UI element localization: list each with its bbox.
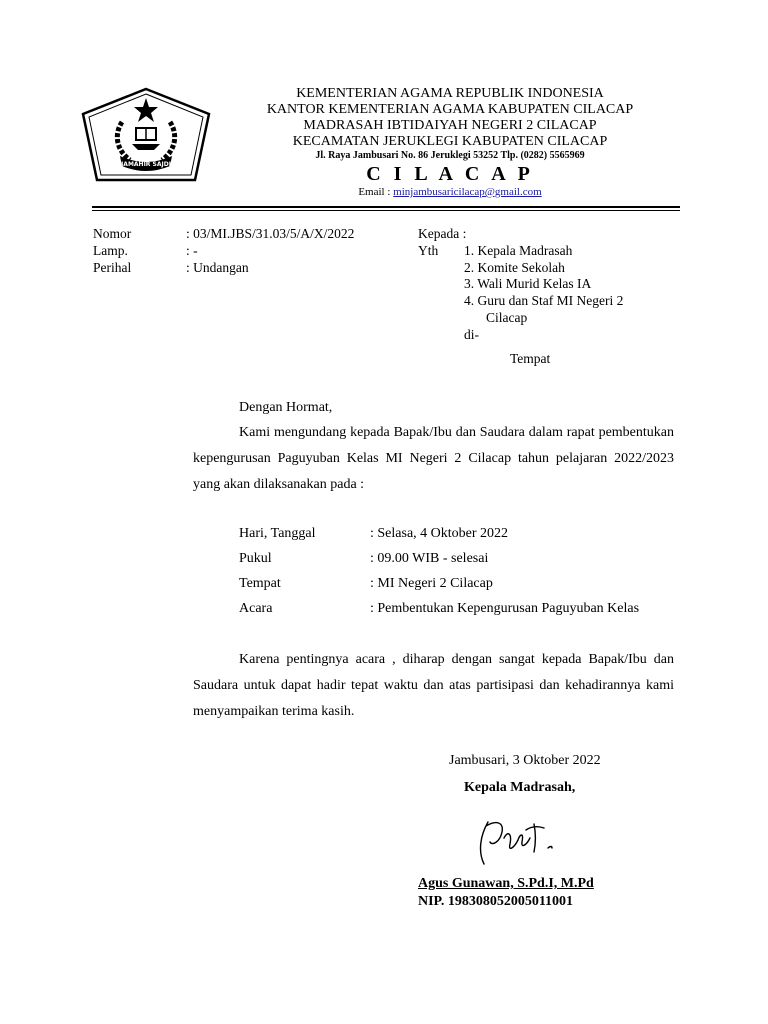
letterhead-line-3: MADRASAH IBTIDAIYAH NEGERI 2 CILACAP [303, 118, 597, 133]
detail-value-tempat: : MI Negeri 2 Cilacap [370, 576, 493, 591]
tempat-label: Tempat [510, 351, 551, 366]
ministry-logo [78, 86, 214, 186]
place-date: Jambusari, 3 Oktober 2022 [449, 753, 601, 768]
perihal-label: Perihal [93, 260, 132, 275]
detail-label-tempat: Tempat [239, 576, 281, 591]
paragraph-closing [193, 647, 674, 725]
email-link[interactable]: minjambusaricilacap@gmail.com [393, 186, 542, 198]
letterhead-line-4: KECAMATAN JERUKLEGI KABUPATEN CILACAP [292, 134, 608, 149]
kepada-label: Kepada : [418, 226, 467, 241]
salutation: Dengan Hormat, [239, 400, 333, 415]
di-label: di- [464, 327, 479, 342]
email-label: Email : [358, 186, 394, 198]
paragraph-closing-text: Karena pentingnya acara , diharap dengan sangat kepada Bapak/Ibu dan Saudara untuk dapat hadir tepat waktu dan atas partisipasi dan kehadirannya kami menyampaikan terima kasih. [193, 652, 674, 719]
signer-name: Agus Gunawan, S.Pd.I, M.Pd [418, 876, 594, 891]
lamp-value: : - [186, 243, 198, 258]
recipient-item-3: 3. Wali Murid Kelas IA [464, 276, 592, 291]
perihal-value: : Undangan [186, 260, 249, 275]
header-rule-thin [92, 210, 680, 211]
detail-label-acara: Acara [239, 601, 273, 616]
signer-nip: NIP. 198308052005011001 [418, 894, 574, 909]
detail-value-pukul: : 09.00 WIB - selesai [370, 551, 489, 566]
letterhead-line-2: KANTOR KEMENTERIAN AGAMA KABUPATEN CILACAP [266, 102, 634, 117]
letterhead-address: Jl. Raya Jambusari No. 86 Jeruklegi 53252 Tlp. (0282) 5565969 [315, 150, 585, 161]
recipient-item-4: 4. Guru dan Staf MI Negeri 2 [464, 293, 624, 308]
letterhead-line-1: KEMENTERIAN AGAMA REPUBLIK INDONESIA [296, 86, 604, 101]
detail-label-hari: Hari, Tanggal [239, 526, 316, 541]
signer-title: Kepala Madrasah, [464, 780, 576, 795]
yth-label: Yth [418, 243, 439, 258]
header-rule-thick [92, 206, 680, 208]
detail-label-pukul: Pukul [239, 551, 272, 566]
lamp-label: Lamp. [93, 243, 128, 258]
recipient-item-2: 2. Komite Sekolah [464, 260, 565, 275]
logo-ribbon-text: JAMAHIR SAJDI [121, 161, 171, 168]
recipient-item-1: 1. Kepala Madrasah [464, 243, 573, 258]
recipient-item-4-cont: Cilacap [486, 310, 528, 325]
handwritten-signature [474, 812, 564, 872]
detail-value-hari: : Selasa, 4 Oktober 2022 [370, 526, 509, 541]
detail-value-acara: : Pembentukan Kepengurusan Paguyuban Kelas [370, 601, 640, 616]
nomor-value: : 03/MI.JBS/31.03/5/A/X/2022 [186, 226, 355, 241]
paragraph-invitation-text: Kami mengundang kepada Bapak/Ibu dan Saudara dalam rapat pembentukan kepengurusan Paguyuban Kelas MI Negeri 2 Cilacap tahun pelajaran 2022/2023 yang akan dilaksanakan pada : [193, 425, 674, 492]
paragraph-invitation [193, 420, 674, 498]
letterhead-city: C I L A C A P [366, 163, 534, 185]
letterhead-email [230, 186, 670, 199]
nomor-label: Nomor [93, 226, 132, 241]
